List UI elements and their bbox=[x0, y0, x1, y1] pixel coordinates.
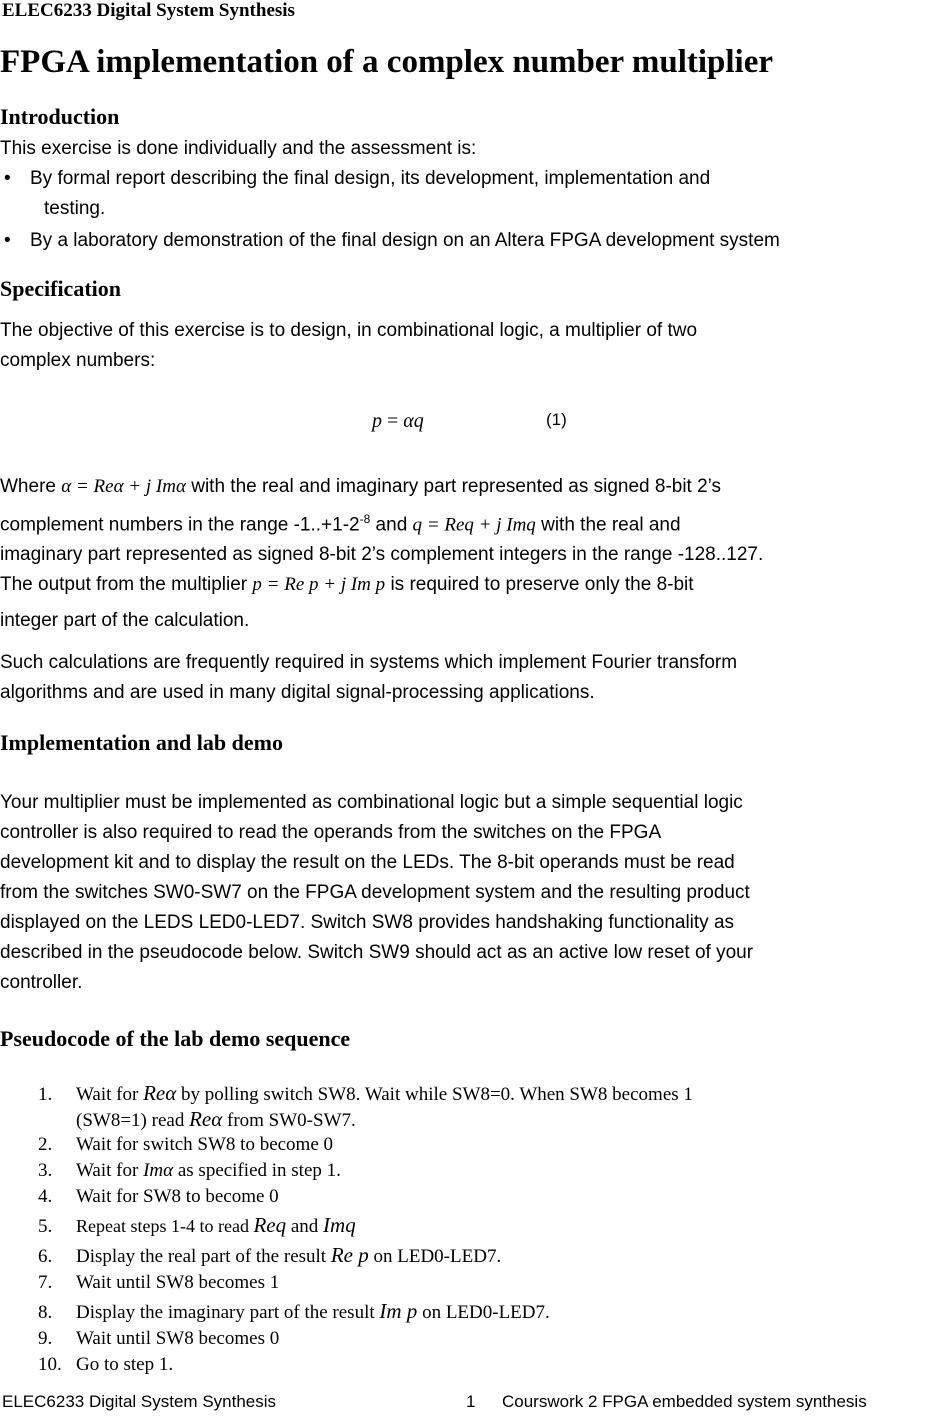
course-header: ELEC6233 Digital System Synthesis bbox=[2, 0, 295, 21]
p-expression: p = Re p + j Im p bbox=[252, 574, 386, 595]
pseudocode-step: 7. Wait until SW8 becomes 1 bbox=[38, 1272, 280, 1293]
pseudocode-step: (SW8=1) read Reα from SW0-SW7. bbox=[76, 1107, 356, 1131]
pseudocode-step: 3. Wait for Imα as specified in step 1. bbox=[38, 1160, 341, 1181]
where-line-4: The output from the multiplier p = Re p + j Im p is required to preserve only the 8-bit bbox=[0, 574, 694, 595]
document-title: FPGA implementation of a complex number multiplier bbox=[0, 44, 774, 80]
implementation-line: development kit and to display the result on the LEDs. The 8-bit operands must be read bbox=[0, 852, 735, 873]
implementation-line: described in the pseudocode below. Switch SW9 should act as an active low reset of your bbox=[0, 942, 754, 963]
pseudocode-heading: Pseudocode of the lab demo sequence bbox=[0, 1026, 351, 1051]
pseudocode-step: 5. Repeat steps 1-4 to read Req and Imq bbox=[38, 1213, 356, 1237]
implementation-line: displayed on the LEDS LED0-LED7. Switch SW8 provides handshaking functionality as bbox=[0, 912, 735, 933]
implementation-line: from the switches SW0-SW7 on the FPGA development system and the resulting product bbox=[0, 882, 750, 903]
alpha-expression: α = Reα + j Imα bbox=[61, 476, 186, 497]
pseudocode-step: 2. Wait for switch SW8 to become 0 bbox=[38, 1134, 334, 1155]
equation-number: (1) bbox=[546, 410, 567, 429]
footer-coursework: Courswork 2 FPGA embedded system synthesis bbox=[502, 1392, 867, 1411]
objective-line: The objective of this exercise is to design, in combinational logic, a multiplier of two bbox=[0, 320, 698, 341]
specification-heading: Specification bbox=[0, 276, 121, 301]
equation-1: p = αq bbox=[372, 410, 424, 432]
implementation-line: controller. bbox=[0, 972, 83, 993]
pseudocode-steps bbox=[38, 1080, 693, 1378]
bullet-item: • By formal report describing the final design, its development, implementation and bbox=[4, 164, 710, 194]
fourier-line: Such calculations are frequently required in systems which implement Fourier transform bbox=[0, 652, 738, 673]
objective-line: complex numbers: bbox=[0, 350, 156, 371]
bullet-continuation: testing. bbox=[44, 198, 106, 219]
introduction-lead: This exercise is done individually and the assessment is: bbox=[0, 138, 477, 159]
where-line-2: complement numbers in the range $-1..+1-2^{-8}$ and q = Req + j Imq with the real and bbox=[0, 512, 681, 536]
where-line-3: imaginary part represented as signed 8-bit 2’s complement integers in the range -128..127. bbox=[0, 544, 764, 565]
where-line-5: integer part of the calculation. bbox=[0, 610, 250, 631]
implementation-line: Your multiplier must be implemented as combinational logic but a simple sequential logic bbox=[0, 792, 743, 813]
where-line-1: Where α = Reα + j Imα with the real and imaginary part represented as signed 8-bit 2’s bbox=[0, 476, 722, 497]
pseudocode-step: 4. Wait for SW8 to become 0 bbox=[38, 1186, 279, 1207]
introduction-heading: Introduction bbox=[0, 104, 120, 129]
pseudocode-step: 1. Wait for Reα by polling switch SW8. Wait while SW8=0. When SW8 becomes 1 bbox=[38, 1081, 693, 1105]
fourier-line: algorithms and are used in many digital signal-processing applications. bbox=[0, 682, 595, 703]
bullet-icon: • bbox=[4, 168, 11, 189]
q-expression: q = Req + j Imq bbox=[412, 514, 536, 536]
bullet-item: • By a laboratory demonstration of the final design on an Altera FPGA development system bbox=[4, 226, 780, 256]
implementation-line: controller is also required to read the operands from the switches on the FPGA bbox=[0, 822, 662, 843]
pseudocode-step: 10. Go to step 1. bbox=[38, 1354, 174, 1375]
pseudocode-step: 9. Wait until SW8 becomes 0 bbox=[38, 1328, 280, 1349]
pseudocode-step: 8. Display the imaginary part of the result Im p on LED0-LED7. bbox=[38, 1299, 550, 1323]
implementation-heading: Implementation and lab demo bbox=[0, 730, 283, 755]
footer-course: ELEC6233 Digital System Synthesis bbox=[2, 1392, 277, 1411]
bullet-icon: • bbox=[4, 230, 11, 251]
footer-page-number: 1 bbox=[466, 1392, 476, 1411]
pseudocode-step: 6. Display the real part of the result Re p on LED0-LED7. bbox=[38, 1243, 502, 1267]
